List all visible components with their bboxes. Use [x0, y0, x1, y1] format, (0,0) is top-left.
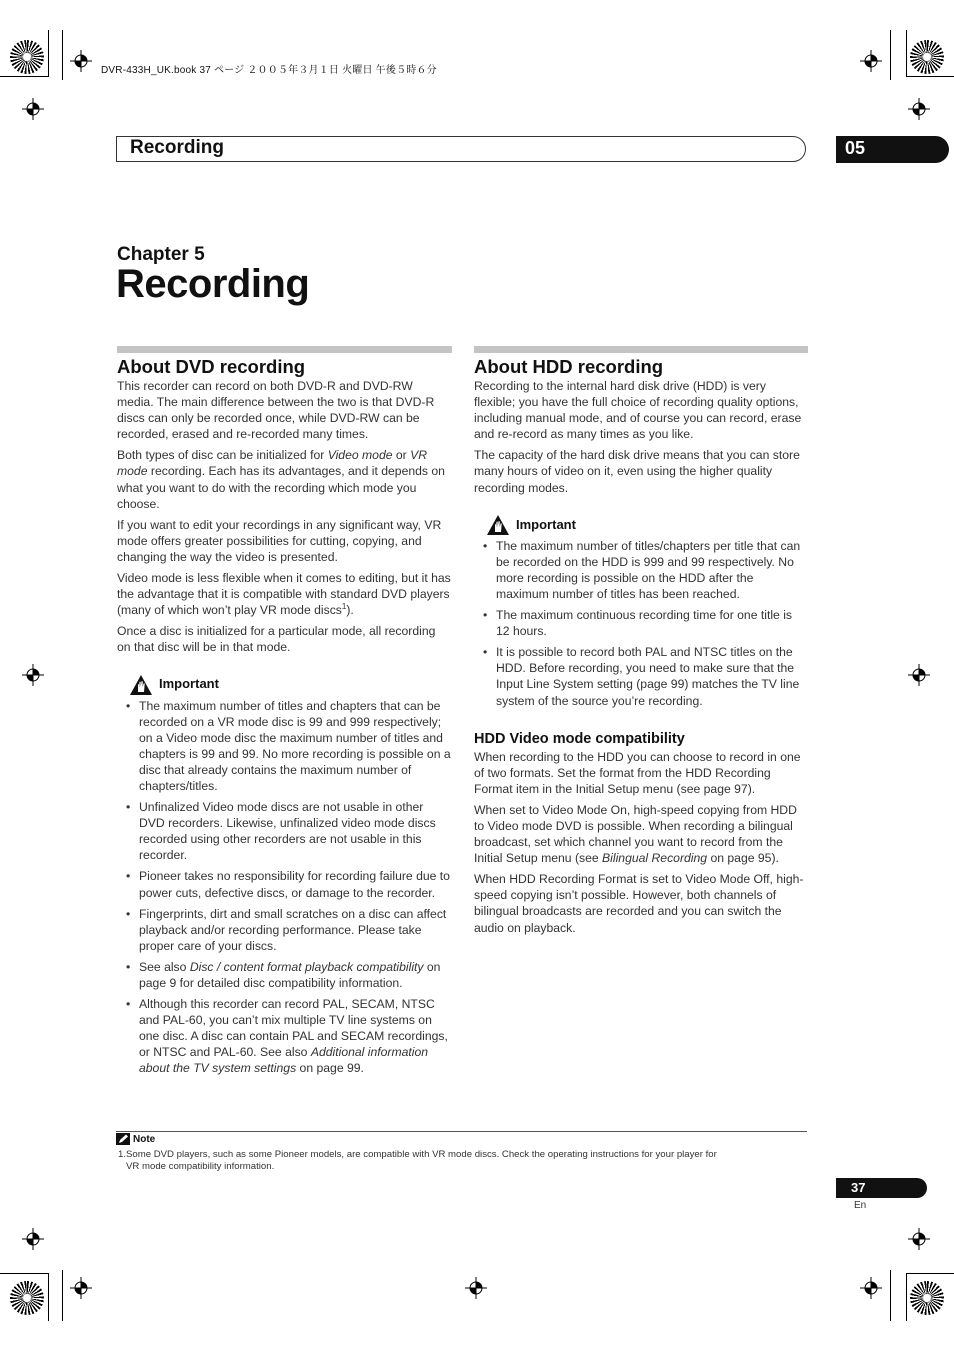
right-column	[474, 346, 808, 941]
important-list-hdd	[474, 538, 808, 709]
paragraph: When HDD Recording Format is set to Video Mode Off, high-speed copying isn’t possible. However, both channels of bilingual broadcasts are recorded and you can switch the audio on playback.	[474, 872, 804, 935]
chapter-title: Recording	[116, 262, 310, 306]
list-item: • The maximum continuous recording time for one title is 12 hours.	[474, 607, 808, 639]
page-language: En	[854, 1200, 867, 1211]
footnote-ref: 1	[341, 602, 347, 612]
note-pencil-icon	[116, 1133, 130, 1145]
registration-mark-icon	[22, 98, 44, 120]
paragraph: Both types of disc can be initialized for Video mode or VR mode recording. Each has its advantages, and it depends on what you want to do with the recording which mode you choose.	[117, 448, 445, 511]
rosette-bottom-left-icon	[10, 1281, 44, 1315]
important-label: Important	[159, 676, 219, 692]
registration-mark-icon	[860, 50, 882, 72]
section-rule	[474, 346, 808, 353]
paragraph: Once a disc is initialized for a particular mode, all recording on that disc will be in that mode.	[117, 624, 436, 655]
list-item: • Pioneer takes no responsibility for recording failure due to power cuts, defective discs, or damage to the recorder.	[117, 868, 452, 900]
warning-hand-icon	[129, 674, 153, 696]
note-rule	[116, 1131, 807, 1132]
important-label: Important	[516, 516, 576, 532]
page-number: 37	[836, 1178, 927, 1198]
list-item: • It is possible to record both PAL and NTSC titles on the HDD. Before recording, you need to make sure that the Input Line System setting (page 99) matches the TV line system of the source you’re recording.	[474, 644, 808, 708]
registration-mark-icon	[465, 1277, 487, 1299]
section-heading-hdd: About HDD recording	[474, 356, 664, 377]
paragraph: When set to Video Mode On, high-speed copying from HDD to Video mode DVD is possible. When recording a bilingual broadcast, set which channel you want to record from the Initial Setup menu (see Bilingual Recording on page 95).	[474, 802, 797, 866]
list-item: • See also Disc / content format playback compatibility on page 9 for detailed disc compatibility information.	[117, 959, 452, 991]
section-rule	[117, 346, 452, 353]
section-heading-dvd: About DVD recording	[117, 356, 306, 377]
running-header-title: Recording	[130, 137, 224, 158]
paragraph: The capacity of the hard disk drive means that you can store many hours of video on it, even using the higher quality recording modes.	[474, 448, 800, 495]
list-item: • Unfinalized Video mode discs are not usable in other DVD recorders. Likewise, unfinalized video mode discs recorded using other recorders are not usable in this recorder.	[117, 799, 452, 863]
important-list-dvd	[117, 698, 452, 1077]
note-header	[116, 1133, 155, 1145]
important-box-header	[129, 674, 452, 696]
important-box-header	[486, 514, 808, 536]
paragraph: Video mode is less flexible when it comes to editing, but it has the advantage that it is compatible with standard DVD players (many of which won’t play VR mode discs$^1$).	[117, 571, 451, 618]
file-header: DVR-433H_UK.book 37 ページ ２００５年３月１日 火曜日 午後５時６分	[101, 65, 437, 76]
paragraph: When recording to the HDD you can choose to record in one of two formats. Set the format from the HDD Recording Format item in the Initial Setup menu (see page 97).	[474, 749, 801, 796]
subheading-hdd-video-mode: HDD Video mode compatibility	[474, 730, 685, 747]
note-label: Note	[133, 1133, 156, 1145]
registration-mark-icon	[908, 664, 930, 686]
registration-mark-icon	[70, 1277, 92, 1299]
list-item: • The maximum number of titles/chapters per title that can be recorded on the HDD is 999 and 99 respectively. No more recording is possible on the HDD after the maximum number of titles has been reached.	[474, 538, 808, 602]
registration-mark-icon	[22, 1228, 44, 1250]
paragraph: This recorder can record on both DVD-R and DVD-RW media. The main difference between the two is that DVD-R discs can only be recorded once, while DVD-RW can be recorded, erased and re-recorded many times.	[117, 379, 435, 442]
registration-mark-icon	[908, 98, 930, 120]
list-item: • The maximum number of titles and chapters that can be recorded on a VR mode disc is 99 and 999 respectively; on a Video mode disc the maximum number of titles and chapters is 99 and 99. No more recording is possible on a disc that already contains the maximum number of chapters/titles.	[117, 698, 452, 795]
paragraph: Recording to the internal hard disk drive (HDD) is very flexible; you have the full choice of recording quality options, including manual mode, and of course you can record, erase and re-record as many times as you like.	[474, 379, 802, 442]
left-column	[117, 346, 452, 1082]
registration-mark-icon	[860, 1277, 882, 1299]
chapter-label: Chapter 5	[117, 244, 205, 265]
rosette-top-left-icon	[10, 40, 44, 74]
registration-mark-icon	[908, 1228, 930, 1250]
list-item: • Although this recorder can record PAL, SECAM, NTSC and PAL-60, you can’t mix multiple TV line systems on one disc. A disc can contain PAL and SECAM recordings, or NTSC and PAL-60. See also Additional information about the TV system settings on page 99.	[117, 996, 452, 1076]
registration-mark-icon	[22, 664, 44, 686]
registration-mark-icon	[70, 50, 92, 72]
rosette-top-right-icon	[910, 40, 944, 74]
rosette-bottom-right-icon	[910, 1281, 944, 1315]
footnote-text: 1.Some DVD players, such as some Pioneer models, are compatible with VR mode discs. Check the operating instructions for your player for VR mode compatibility information.	[118, 1149, 717, 1172]
chapter-number-tab: 05	[836, 136, 949, 163]
list-item: • Fingerprints, dirt and small scratches on a disc can affect playback and/or recording performance. Please take proper care of your discs.	[117, 906, 452, 954]
warning-hand-icon	[486, 514, 510, 536]
paragraph: If you want to edit your recordings in any significant way, VR mode offers greater possibilities for cutting, copying, and changing the way the video is presented.	[117, 517, 442, 564]
